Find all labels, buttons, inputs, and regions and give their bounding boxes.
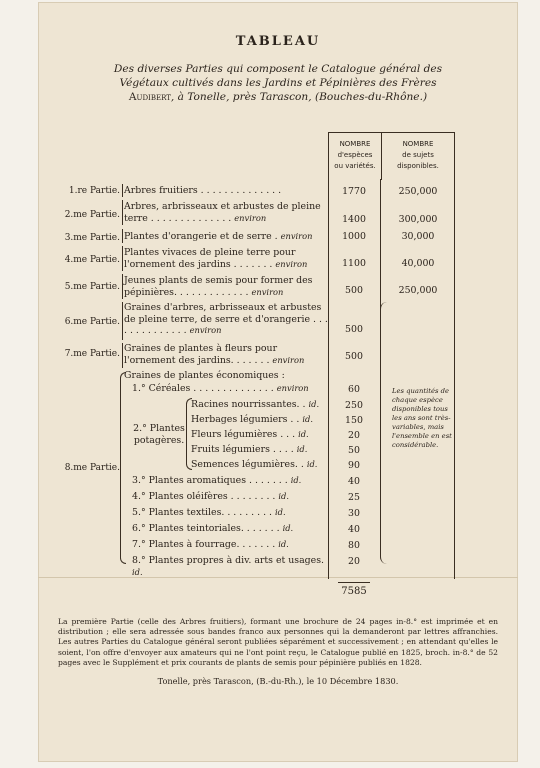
row-text-body: Graines de plantes à fleurs pour l'ornement des jardins. . . . . . .	[124, 343, 278, 366]
especes-value: 500	[345, 285, 363, 296]
header-sujets-line: disponibles.	[397, 162, 439, 170]
column-rule	[380, 179, 381, 319]
total-value: 7585	[341, 586, 367, 597]
row-text	[132, 491, 338, 503]
row-text	[124, 247, 330, 270]
id-label: id.	[132, 566, 143, 577]
part-label: 3.me Partie.	[64, 233, 120, 243]
environ-label: environ	[275, 258, 308, 269]
especes-value: 40	[348, 476, 360, 487]
document-subtitle	[56, 62, 500, 104]
id-label: id.	[306, 459, 318, 469]
especes-value: 80	[348, 540, 360, 551]
row-bar	[122, 302, 123, 340]
environ-label: environ	[276, 383, 309, 393]
potageres-label-line: potagères.	[133, 435, 185, 446]
footer-text: La première Partie (celle des Arbres fruitiers), formant une brochure de 24 pages in-8.° est imprimée et en distribution ; elle sera adressée sous bandes franco aux personnes qui la demanderont par lettres affranchies. Les autres Parties du Catalogue général seront publiées séparément et successivement ; en attendant qu'elles le soient, l'on offre d'envoyer aux amateurs qui ne l'ont point reçu, le Catalogue publié en 1825, broch. in-8.° de 52 pages avec le Supplément et prix courants de plants de semis pour pépinière publiés en 1828.	[58, 617, 498, 667]
especes-value: 1000	[342, 231, 366, 242]
environ-label: environ	[189, 325, 222, 335]
header-sujets-line: NOMBRE	[402, 140, 434, 148]
environ-label: environ	[280, 231, 313, 241]
row-text-body: Herbages légumiers . .	[191, 414, 300, 425]
especes-value: 1400	[342, 214, 366, 225]
sujets-value: 40,000	[401, 258, 435, 269]
part-label: 4.me Partie.	[64, 255, 120, 265]
row-text	[132, 539, 338, 551]
row-bar	[122, 184, 123, 197]
row-bar	[122, 200, 123, 225]
part-label: 1.re Partie.	[68, 186, 120, 196]
row-text	[132, 507, 338, 519]
row-bar	[122, 246, 123, 271]
signoff: Tonelle, près Tarascon, (B.-du-Rh.), le 10 Décembre 1830.	[157, 676, 399, 686]
especes-value: 150	[345, 415, 363, 426]
especes-value: 30	[348, 508, 360, 519]
id-label: id.	[275, 507, 286, 517]
row-text-body: Arbres, arbrisseaux et arbustes de pleine terre . . . . . . . . . . . . . .	[124, 201, 321, 224]
row-text	[191, 444, 331, 456]
row-text	[124, 343, 330, 366]
part-label: 7.me Partie.	[64, 349, 120, 359]
row-text-body: 3.° Plantes aromatiques . . . . . . .	[132, 475, 288, 486]
row-text-body: Fruits légumiers . . . .	[191, 444, 294, 455]
row-text	[191, 399, 331, 411]
especes-value: 20	[348, 430, 360, 441]
potageres-label-line: 2.° Plantes	[133, 423, 185, 434]
row-text	[191, 414, 331, 426]
row-text	[132, 523, 338, 535]
row-text-body: Semences légumières. .	[191, 459, 304, 470]
part-label: 6.me Partie.	[64, 317, 120, 327]
especes-value: 40	[348, 524, 360, 535]
id-label: id.	[278, 491, 289, 501]
part8-heading: Graines de plantes économiques :	[124, 370, 285, 381]
header-especes-line: NOMBRE	[339, 140, 371, 148]
note-brace	[380, 302, 387, 564]
row-text-body: 4.° Plantes oléifères . . . . . . . .	[132, 491, 276, 502]
row-bar	[122, 229, 123, 243]
sujets-value: 300,000	[398, 214, 438, 225]
part8-brace	[120, 372, 126, 564]
row-text	[124, 302, 330, 337]
especes-value: 1100	[342, 258, 366, 269]
header-especes	[329, 139, 381, 172]
column-rule	[454, 179, 455, 579]
subtitle-line-2: Végétaux cultivés dans les Jardins et Pépinières des Frères	[119, 77, 437, 89]
part-label: 5.me Partie.	[64, 282, 120, 292]
header-especes-line: ou variétés.	[334, 162, 376, 170]
especes-value: 90	[348, 460, 360, 471]
especes-value: 25	[348, 492, 360, 503]
id-label: id.	[302, 414, 313, 424]
id-label: id.	[308, 399, 320, 409]
row-text	[132, 555, 332, 578]
subtitle-rest: , à Tonelle, près Tarascon, (Bouches-du-Rhône.)	[170, 91, 428, 103]
row-text	[132, 383, 338, 395]
header-sujets-line: de sujets	[402, 151, 434, 159]
row-text	[191, 459, 331, 471]
catalogue-table	[38, 132, 518, 602]
row-text-body: 1.° Céréales . . . . . . . . . . . . . .	[132, 383, 274, 394]
part-label: 2.me Partie.	[64, 210, 120, 220]
row-bar	[122, 274, 123, 299]
id-label: id.	[278, 539, 289, 549]
environ-label: environ	[272, 354, 305, 365]
environ-label: environ	[251, 286, 284, 297]
especes-value: 60	[348, 384, 360, 395]
row-text-body: Fleurs légumières . . .	[191, 429, 296, 440]
row-text-body: Plantes d'orangerie et de serre .	[124, 231, 278, 242]
sujets-value: 250,000	[398, 186, 438, 197]
subtitle-line-3	[56, 90, 500, 104]
subtitle-line-1: Des diverses Parties qui composent le Catalogue général des	[113, 63, 443, 75]
especes-value: 1770	[342, 186, 366, 197]
row-text-body: Plantes vivaces de pleine terre pour l'ornement des jardins . . . . . . .	[124, 247, 296, 270]
availability-note: Les quantités de chaque espèce disponibles tous les ans sont très-variables, mais l'ensemble en est considérable.	[392, 387, 452, 449]
total-rule	[338, 582, 370, 583]
especes-value: 250	[345, 400, 363, 411]
potageres-label	[124, 423, 194, 447]
row-bar	[122, 343, 123, 368]
row-text	[124, 201, 330, 224]
row-text-body: Graines d'arbres, arbrisseaux et arbustes de pleine terre, de serre et d'orangerie . . . . . . . . . . . . . .	[124, 302, 328, 336]
row-text-body: Jeunes plants de semis pour former des pépinières. . . . . . . . . . . . .	[124, 275, 313, 298]
table-header	[328, 132, 455, 180]
row-text	[132, 475, 338, 487]
row-text	[124, 231, 330, 243]
sujets-value: 250,000	[398, 285, 438, 296]
especes-value: 50	[348, 445, 360, 456]
id-label: id.	[282, 523, 294, 533]
document-title: TABLEAU	[235, 34, 321, 49]
environ-label: environ	[234, 212, 267, 223]
row-text-body: 8.° Plantes propres à div. arts et usages.	[132, 555, 325, 566]
especes-value: 500	[345, 324, 363, 335]
sujets-value: 30,000	[401, 231, 435, 242]
especes-value: 20	[348, 556, 360, 567]
part-label: 8.me Partie.	[64, 463, 120, 473]
row-text	[191, 429, 331, 441]
id-label: id.	[296, 444, 308, 454]
header-sujets	[382, 139, 454, 172]
especes-value: 500	[345, 351, 363, 362]
row-text	[124, 275, 330, 298]
row-text-body: 5.° Plantes textiles. . . . . . . . .	[132, 507, 273, 518]
row-text-body: 7.° Plantes à fourrage. . . . . . .	[132, 539, 276, 550]
row-text-body: 6.° Plantes teintoriales. . . . . . .	[132, 523, 280, 534]
subtitle-name: Audibert	[128, 91, 171, 103]
header-especes-line: d'espèces	[337, 151, 373, 159]
id-label: id.	[290, 475, 302, 485]
id-label: id.	[298, 429, 309, 439]
row-text-body: Racines nourrissantes. .	[191, 399, 306, 410]
row-text: Arbres fruitiers . . . . . . . . . . . . . .	[124, 185, 282, 196]
document-page	[38, 2, 518, 762]
